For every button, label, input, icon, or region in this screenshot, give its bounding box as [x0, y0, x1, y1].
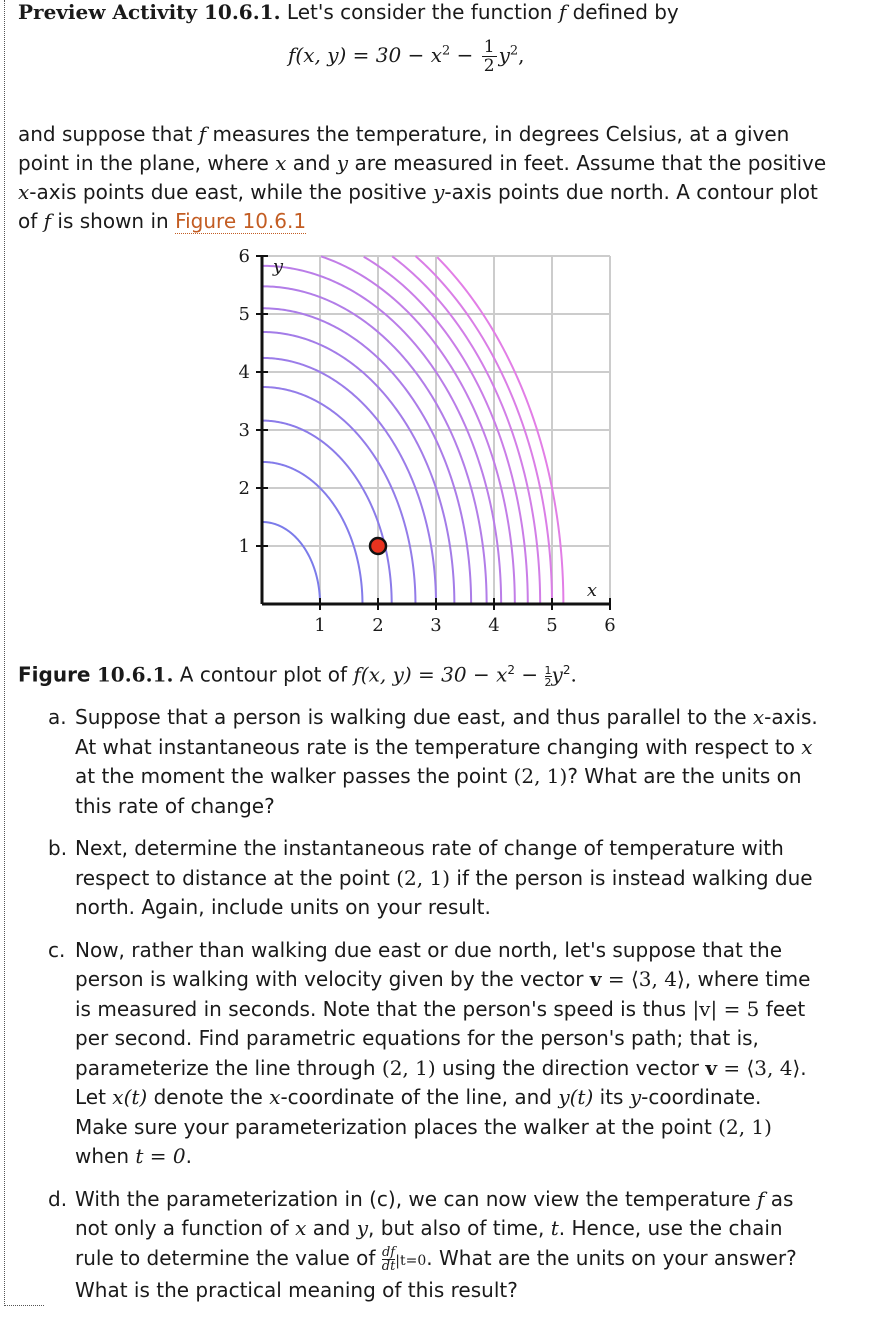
contour-curve: [262, 462, 362, 604]
heading-intro: Let's consider the function: [286, 0, 553, 24]
y-tick-label: 2: [238, 478, 250, 499]
x-tick-label: 1: [314, 615, 326, 636]
derivative-fraction: $\frac{df}{dt}$: [381, 1244, 396, 1274]
task-list: [18, 703, 818, 1319]
x-tick-label: 6: [604, 615, 616, 636]
heading-fname: f: [558, 0, 567, 24]
x-tick-label: 3: [430, 615, 442, 636]
display-equation: f(x, $y) = 30 - x^2$ − $\frac{1}{2}$ $y^2$,: [288, 37, 525, 76]
contour-curve: [262, 286, 487, 604]
task-b: b. Next, determine the instantaneous rate of change of temperature with respect to distance at the point (2, 1) if the person is instead walking due north. Again, include units on your result.: [48, 836, 813, 919]
heading-defined-by: defined by: [572, 0, 679, 24]
contour-curve: [262, 421, 392, 604]
caption-fraction: $\frac{1}{2}$: [544, 663, 552, 689]
y-tick-label: 4: [238, 362, 250, 383]
y-tick-label: 1: [238, 536, 250, 557]
x-axis-label: x: [586, 580, 598, 601]
contour-curve: [262, 522, 320, 604]
task-marker: c.: [48, 937, 66, 962]
task-d: d. With the parameterization in (c), we can now view the temperature f as not only a function of x and y, but also of time, t. Hence, use the chain rule to determine the value of $\frac{df}{dt}$ |t=0. What are the units on your answer? What is the practical meaning of this result?: [48, 1186, 797, 1302]
activity-title: Preview Activity 10.6.1.: [18, 0, 281, 24]
activity-heading: [18, 0, 878, 24]
contour-curve: [262, 308, 471, 604]
y-tick-label: 3: [238, 420, 250, 441]
task-c: c. Now, rather than walking due east or due north, let's suppose that the person is walking with velocity given by the vector v = ⟨3, 4⟩, where time is measured in seconds. Note that the person's speed is thus |v| = 5 feet per second. Find parametric equations for the person's path; that is, parameterize the line through (2, 1) using the direction vector v = ⟨3, 4⟩. Let x(t) denote the x-coordinate of the line, and y(t) its y-coordinate. Make sure your parameterization places the walker at the point (2, 1) when t = 0.: [48, 937, 811, 1168]
x-tick-label: 2: [372, 615, 384, 636]
figure-link[interactable]: Figure 10.6.1: [175, 209, 307, 233]
y-tick-label: 6: [238, 246, 250, 267]
point-marker: [370, 538, 386, 554]
x-tick-label: 4: [488, 615, 500, 636]
activity-content: [18, 0, 878, 1302]
task-marker: b.: [48, 836, 68, 860]
contour-curve: [262, 387, 415, 604]
x-tick-label: 5: [546, 615, 558, 636]
task-marker: a.: [48, 705, 67, 729]
contour-plot: [218, 240, 628, 640]
figure-caption: Figure 10.6.1. A contour plot of f(x, $y) = 30 - x^2$ − $\frac{1}{2}$ $y^2$.: [18, 662, 577, 689]
y-tick-label: 5: [238, 304, 250, 325]
task-marker: d.: [48, 1186, 68, 1211]
y-axis-label: y: [272, 256, 284, 277]
display-fraction: $\frac{1}{2}$: [483, 37, 495, 76]
task-a: a. Suppose that a person is walking due east, and thus parallel to the x-axis. At what instantaneous rate is the temperature changing with respect to x at the moment the walker passes the point (2, 1)? What are the units on this rate of change?: [48, 705, 818, 818]
intro-paragraph: and suppose that f measures the temperature, in degrees Celsius, at a given point in the plane, where x and y are measured in feet. Assume that the positive x-axis points due east, while the positive y-axis points due north. A contour plot of f is shown in Figure 10.6.1: [18, 122, 827, 233]
